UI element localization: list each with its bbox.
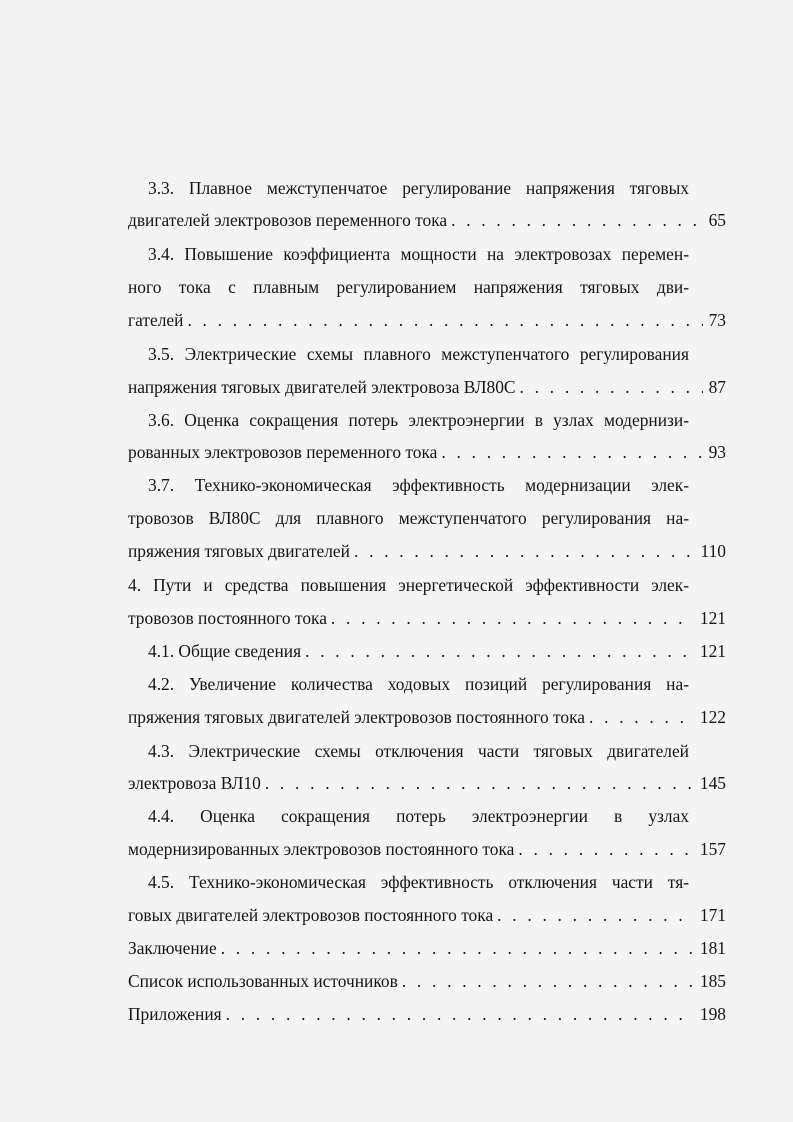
toc-entry-text: 4. Пути и средства повышения энергетической эффективности элек-	[128, 575, 689, 595]
toc-page-number: 73	[708, 310, 726, 330]
toc-entry-text: Приложения	[128, 1004, 222, 1024]
dot-leader	[226, 1003, 694, 1025]
toc-entry-text: 4.3. Электрические схемы отключения части тяговых двигателей	[148, 741, 689, 761]
toc-entry-text: пряжения тяговых двигателей	[128, 541, 350, 561]
dot-leader	[187, 309, 702, 331]
dot-leader	[331, 607, 694, 629]
toc-entry-text: 3.5. Электрические схемы плавного межступенчатого регулирования	[148, 344, 689, 364]
toc-entry-text: тровозов постоянного тока	[128, 608, 327, 628]
toc-entry-line	[128, 376, 726, 398]
toc-entry-text: рованных электровозов переменного тока	[128, 442, 438, 462]
toc-entry-line	[128, 607, 726, 629]
dot-leader	[518, 838, 694, 860]
toc-entry-text: 4.1. Общие сведения	[148, 641, 302, 661]
dot-leader	[520, 376, 703, 398]
toc-entry-line	[148, 474, 689, 496]
toc-entry-text: Заключение	[128, 938, 217, 958]
toc-entry-text: ного тока с плавным регулированием напряжения тяговых дви-	[128, 277, 689, 297]
toc-entry-line	[128, 706, 726, 728]
toc-entry-line	[128, 507, 689, 529]
toc-entry-text: двигателей электровозов переменного тока	[128, 210, 448, 230]
toc-page-number: 121	[699, 641, 726, 661]
toc-page-number: 198	[699, 1004, 726, 1024]
toc-entry-line	[128, 838, 726, 860]
toc-entry-line	[128, 441, 726, 463]
toc-entry-line	[128, 772, 726, 794]
dot-leader	[221, 937, 694, 959]
toc-page-number: 185	[699, 971, 726, 991]
toc-entry-line	[128, 540, 726, 562]
toc-entry-text: гателей	[128, 310, 184, 330]
toc-page-number: 122	[699, 707, 726, 727]
dot-leader	[441, 441, 702, 463]
toc-page-number: 110	[700, 541, 726, 561]
dot-leader	[354, 540, 695, 562]
toc-entry-line	[128, 970, 726, 992]
toc-entry-text: модернизированных электровозов постоянного тока	[128, 839, 515, 859]
toc-entry-line	[128, 209, 726, 231]
toc-page-number: 93	[708, 442, 726, 462]
toc-entry-text: говых двигателей электровозов постоянного тока	[128, 905, 494, 925]
toc-entry-line	[128, 309, 726, 331]
toc-page-number: 181	[699, 938, 726, 958]
toc-entry-text: 3.6. Оценка сокращения потерь электроэнергии в узлах модернизи-	[148, 410, 689, 430]
dot-leader	[589, 706, 694, 728]
toc-entry-text: напряжения тяговых двигателей электровоза ВЛ80С	[128, 377, 516, 397]
dot-leader	[451, 209, 703, 231]
toc-entry-line	[128, 1003, 726, 1025]
toc-entry-line	[148, 640, 726, 662]
toc-entry-text: 3.4. Повышение коэффициента мощности на электровозах перемен-	[148, 244, 689, 264]
toc-entry-text: пряжения тяговых двигателей электровозов постоянного тока	[128, 707, 585, 727]
toc-page-number: 157	[699, 839, 726, 859]
toc-entry-line	[148, 409, 689, 431]
toc-entry-line	[148, 673, 689, 695]
dot-leader	[265, 772, 694, 794]
dot-leader	[402, 970, 694, 992]
toc-entry-text: тровозов ВЛ80С для плавного межступенчатого регулирования на-	[128, 508, 689, 528]
toc-entry-line	[148, 740, 689, 762]
toc-entry-text: электровоза ВЛ10	[128, 773, 261, 793]
toc-page-number: 87	[708, 377, 726, 397]
dot-leader	[305, 640, 694, 662]
toc-entry-line	[128, 276, 689, 298]
toc-entry-line	[148, 243, 689, 265]
toc-page-number: 65	[708, 210, 726, 230]
toc-entry-text: 4.5. Технико-экономическая эффективность отключения части тя-	[148, 872, 689, 892]
toc-entry-line	[128, 574, 689, 596]
toc-page-number: 145	[699, 773, 726, 793]
toc-entry-text: 3.7. Технико-экономическая эффективность модернизации элек-	[148, 475, 689, 495]
toc-entry-line	[148, 871, 689, 893]
toc-entry-line	[128, 904, 726, 926]
toc-entry-text: Список использованных источников	[128, 971, 398, 991]
toc-entry-line	[148, 805, 689, 827]
toc-entry-text: 4.2. Увеличение количества ходовых позиций регулирования на-	[148, 674, 689, 694]
toc-entry-text: 3.3. Плавное межступенчатое регулирование напряжения тяговых	[148, 178, 689, 198]
toc-entry-text: 4.4. Оценка сокращения потерь электроэнергии в узлах	[148, 806, 689, 826]
toc-entry-line	[148, 343, 689, 365]
dot-leader	[497, 904, 694, 926]
toc-page-number: 171	[699, 905, 726, 925]
toc-page-number: 121	[699, 608, 726, 628]
toc-entry-line	[148, 177, 689, 199]
toc-entry-line	[128, 937, 726, 959]
